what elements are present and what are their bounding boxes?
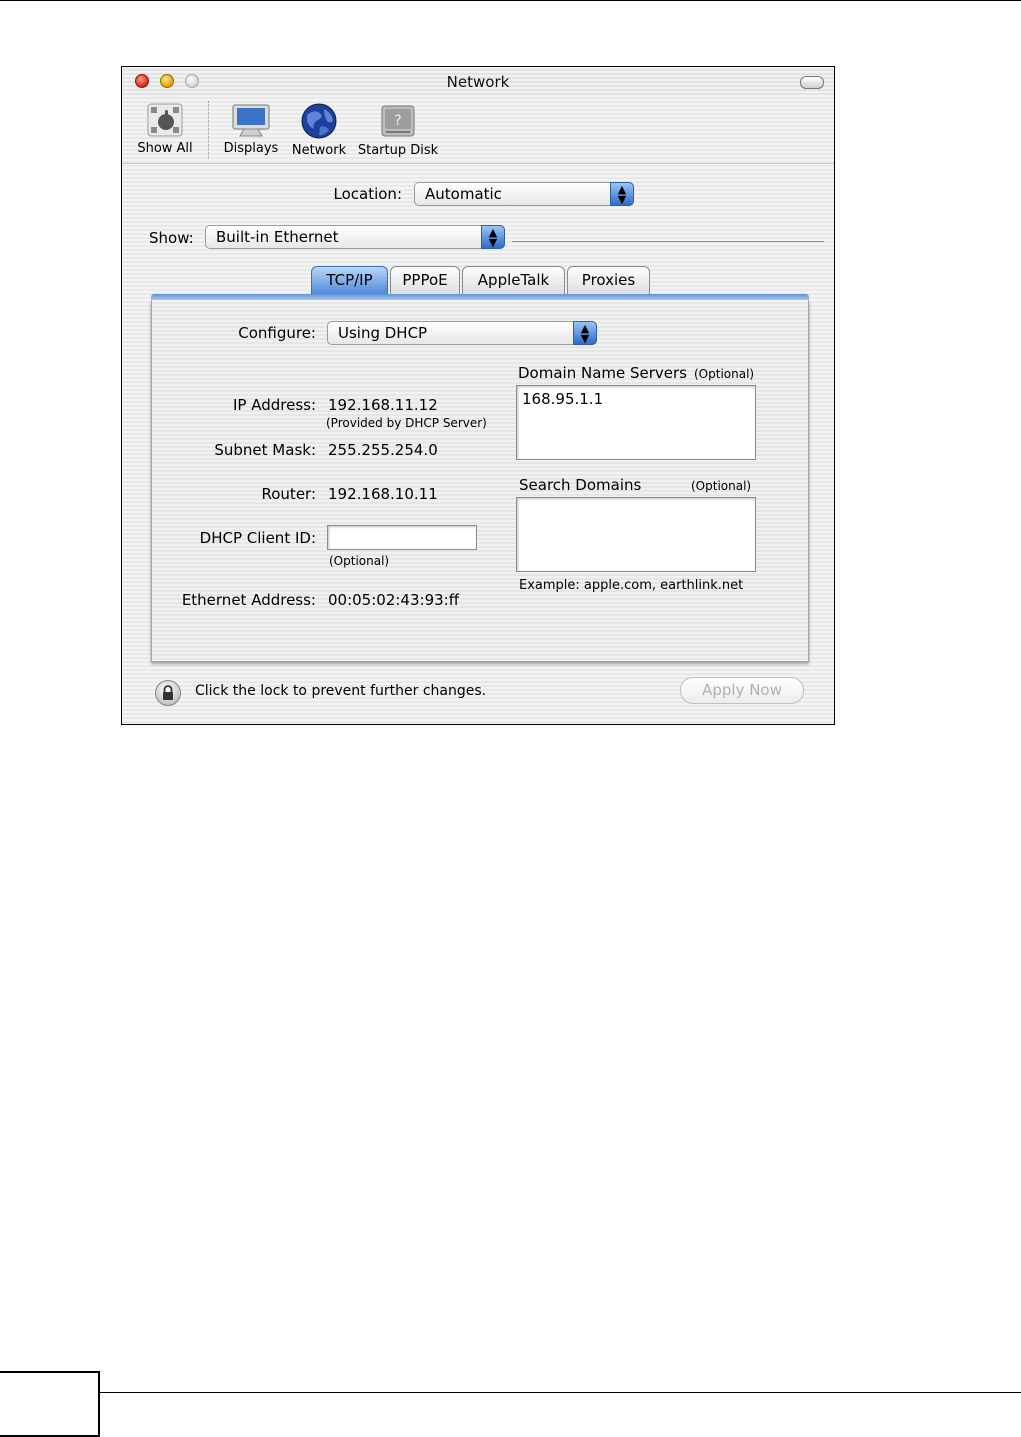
dhcp-client-id-field[interactable] [327,525,477,550]
toolbar-label-show-all: Show All [137,141,193,156]
tab-pppoe[interactable] [390,266,460,294]
hard-disk-icon [380,103,416,139]
toolbar-startup-disk[interactable] [356,103,440,158]
search-domains-field[interactable] [516,497,756,572]
search-domains-example: Example: apple.com, earthlink.net [519,578,744,593]
ip-address-note: (Provided by DHCP Server) [326,416,487,430]
tab-appletalk[interactable] [462,266,565,294]
toolbar-network[interactable] [288,103,350,158]
lock-button[interactable] [155,680,181,706]
ethernet-address-value: 00:05:02:43:93:ff [328,591,460,609]
apple-grid-icon [147,103,183,137]
lock-message: Click the lock to prevent further changes. [195,683,487,699]
location-value: Automatic [425,185,502,203]
page-top-rule [0,0,1021,1]
toolbar-label-network: Network [291,143,347,158]
lock-icon [156,681,180,705]
svg-text:?: ? [394,113,402,129]
show-divider [512,241,824,242]
network-preferences-window [121,66,835,725]
footer-rule [98,1392,1021,1393]
toolbar-toggle-button[interactable] [800,76,824,89]
tab-label: PPPoE [402,271,448,289]
toolbar-label-displays: Displays [223,141,279,156]
tab-proxies[interactable] [567,266,650,294]
toolbar-displays[interactable] [220,103,282,156]
popup-arrows-icon: ▲ ▼ [573,321,597,345]
tab-tcpip[interactable] [311,266,388,294]
dhcp-client-id-note: (Optional) [329,554,390,568]
search-domains-label: Search Domains [519,476,642,494]
location-label: Location: [333,185,402,203]
show-label: Show: [149,229,194,247]
tab-label: TCP/IP [326,271,373,289]
ip-address-label: IP Address: [232,396,316,414]
page-number-box [0,1371,100,1437]
show-value: Built-in Ethernet [216,228,339,246]
preferences-toolbar [122,97,834,164]
globe-icon [300,103,338,139]
configure-value: Using DHCP [338,324,428,342]
location-popup[interactable] [414,182,634,206]
dns-servers-field[interactable]: 168.95.1.1 [516,385,756,460]
display-icon [231,103,271,137]
toolbar-show-all[interactable] [134,103,196,156]
dns-optional: (Optional) [694,367,755,381]
search-domains-optional: (Optional) [691,479,752,493]
dns-label: Domain Name Servers [518,364,687,382]
toolbar-label-startup-disk: Startup Disk [357,143,439,158]
title-bar[interactable] [122,67,834,97]
dhcp-client-id-label: DHCP Client ID: [199,529,316,547]
router-value: 192.168.10.11 [328,485,438,503]
toolbar-separator [208,101,209,159]
tab-label: Proxies [581,271,636,289]
router-label: Router: [261,485,316,503]
show-popup[interactable] [205,225,505,249]
configure-label: Configure: [238,324,316,342]
apply-now-button[interactable]: Apply Now [680,677,804,704]
ip-address-value: 192.168.11.12 [328,396,438,414]
ethernet-address-label: Ethernet Address: [181,591,316,609]
popup-arrows-icon: ▲ ▼ [610,182,634,206]
tab-label: AppleTalk [477,271,550,289]
popup-arrows-icon: ▲ ▼ [481,225,505,249]
subnet-mask-value: 255.255.254.0 [328,441,438,459]
configure-popup[interactable] [327,321,597,345]
window-title: Network [446,73,510,91]
subnet-mask-label: Subnet Mask: [214,441,316,459]
